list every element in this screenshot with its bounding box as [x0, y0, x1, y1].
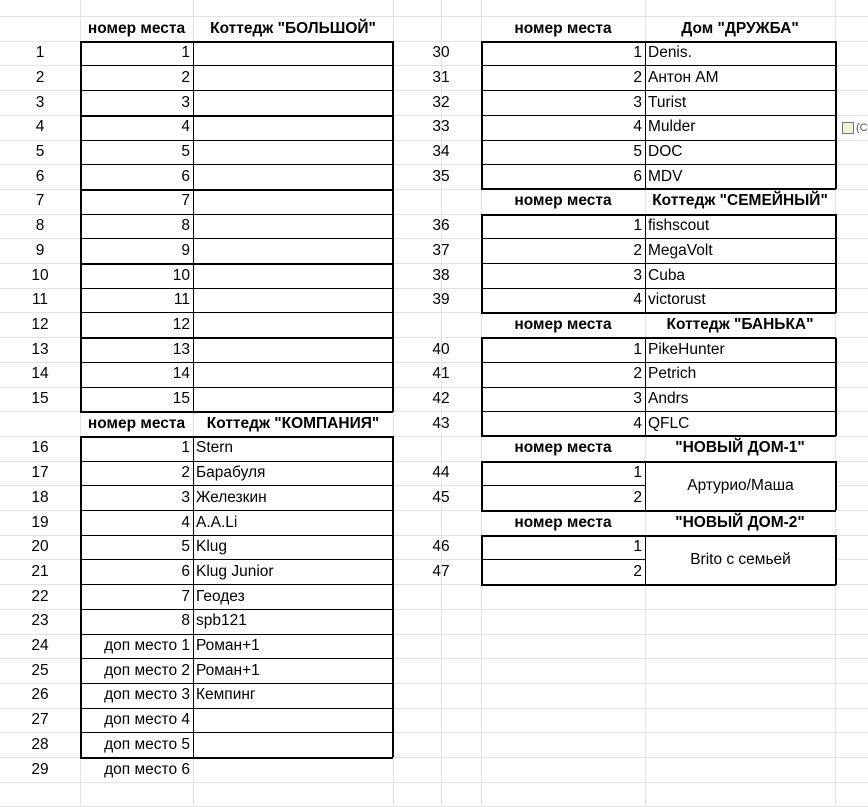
cell-border [481, 411, 836, 412]
cell-border [645, 461, 646, 510]
seat-number-cell[interactable]: 1 [633, 340, 642, 358]
seat-number-cell[interactable]: 10 [172, 266, 190, 284]
seat-number-cell[interactable]: 5 [633, 143, 642, 160]
cell-border [481, 238, 836, 239]
cell-border [80, 535, 393, 536]
cell-border [80, 238, 393, 239]
seat-number-cell[interactable]: 7 [181, 587, 190, 605]
cell-border [835, 535, 837, 584]
bolshoy-title-header: Коттедж "БОЛЬШОЙ" [210, 19, 376, 37]
row-number: 1 [35, 44, 45, 62]
guest-name-cell[interactable]: DOC [648, 143, 683, 160]
seat-number-cell[interactable]: 1 [633, 538, 642, 556]
guest-name-cell[interactable]: Turist [648, 93, 687, 111]
row-number: 29 [31, 760, 49, 778]
row-number: 3 [35, 93, 45, 111]
kompaniya-seat-header: номер места [87, 414, 186, 432]
seat-number-cell[interactable]: 4 [181, 118, 190, 136]
cell-border [80, 41, 82, 412]
cell-border [80, 732, 393, 733]
seat-number-cell[interactable]: 4 [633, 291, 642, 309]
novy2-seat-header: номер места [514, 513, 612, 531]
guest-name-cell[interactable] [193, 41, 393, 66]
row-number: 28 [31, 735, 49, 753]
seat-number-cell[interactable]: 5 [181, 538, 190, 556]
row-number: 6 [35, 167, 45, 185]
cell-border [481, 362, 836, 363]
seat-number-cell[interactable]: 3 [633, 266, 642, 284]
cell-border [80, 90, 393, 91]
seat-number-cell[interactable]: 1 [633, 217, 642, 235]
seat-number-cell[interactable]: 8 [181, 217, 190, 235]
cell-border [80, 757, 393, 759]
guest-name-cell[interactable]: spb121 [196, 612, 247, 630]
cell-border [80, 65, 393, 66]
seat-number-cell[interactable]: 8 [181, 612, 190, 630]
seat-number-cell[interactable]: доп место 1 [104, 637, 190, 654]
seat-number-cell[interactable]: 2 [633, 241, 642, 259]
cell-border [80, 708, 393, 709]
seat-number-cell[interactable]: 3 [181, 93, 190, 111]
guest-name-cell[interactable]: fishscout [648, 217, 710, 235]
cell-border [80, 584, 393, 585]
row-number: 35 [432, 167, 450, 185]
guest-name-cell[interactable]: victorust [648, 291, 706, 309]
guest-name-cell[interactable] [193, 387, 393, 412]
row-number: 34 [432, 143, 450, 160]
guest-name-cell[interactable]: Klug Junior [196, 562, 274, 580]
cell-border [481, 337, 836, 339]
guest-name-cell[interactable] [193, 264, 393, 289]
semeyny-seat-header: номер места [514, 192, 612, 210]
semeyny-title-header: Коттедж "СЕМЕЙНЫЙ" [652, 192, 828, 210]
seat-number-cell[interactable]: 3 [633, 93, 642, 111]
seat-number-cell[interactable]: доп место 2 [104, 661, 190, 679]
row-number: 40 [432, 340, 450, 358]
guest-name-cell[interactable]: Stern [196, 439, 234, 457]
cell-border [481, 65, 836, 66]
guest-name-cell[interactable]: Mulder [648, 118, 696, 136]
cell-border [80, 634, 393, 635]
clipboard-icon [842, 122, 854, 134]
guest-name-cell[interactable] [193, 758, 393, 783]
novy2-title-header: "НОВЫЙ ДОМ-2" [675, 513, 805, 531]
cell-border [80, 683, 393, 684]
seat-number-cell[interactable]: 2 [633, 562, 642, 580]
cell-border [392, 41, 394, 412]
cell-border [80, 115, 393, 117]
seat-number-cell[interactable]: 4 [181, 513, 190, 531]
seat-number-cell[interactable]: 9 [181, 241, 190, 259]
row-number: 37 [432, 241, 450, 259]
guest-name-cell[interactable] [193, 66, 393, 91]
seat-number-cell[interactable]: доп место 5 [104, 735, 190, 753]
cell-border [80, 41, 393, 43]
cell-border [80, 436, 393, 438]
cell-border [481, 90, 836, 91]
row-number: 43 [432, 414, 450, 432]
row-number: 13 [31, 340, 49, 358]
cell-border [80, 362, 393, 363]
guest-name-cell[interactable]: Petrich [648, 365, 697, 383]
row-number: 32 [432, 93, 450, 111]
row-number: 11 [31, 291, 49, 309]
row-number: 12 [31, 315, 49, 333]
cell-border [481, 387, 836, 388]
seat-number-cell[interactable]: 3 [181, 488, 190, 506]
guest-name-cell[interactable] [193, 165, 393, 190]
row-number: 42 [432, 390, 450, 407]
merged-guest-name-cell[interactable]: Brito с семьей [646, 535, 835, 584]
cell-border [80, 337, 393, 339]
cell-border [481, 214, 836, 216]
cell-border [80, 288, 393, 289]
row-number: 30 [432, 44, 450, 62]
cell-border [481, 263, 836, 264]
seat-number-cell[interactable]: 11 [173, 291, 190, 309]
row-number: 14 [31, 365, 49, 383]
cell-border [80, 609, 393, 610]
guest-name-cell[interactable]: Klug [196, 538, 228, 556]
cell-border [481, 41, 836, 43]
cell-border [80, 164, 393, 165]
bolshoy-seat-header: номер места [87, 19, 186, 37]
guest-name-cell[interactable] [193, 338, 393, 363]
cell-border [193, 41, 194, 412]
cell-border [80, 189, 393, 191]
paste-options-button[interactable] [842, 121, 868, 135]
row-number: 23 [31, 612, 49, 630]
cell-border [481, 164, 836, 165]
seat-number-cell[interactable]: 15 [172, 390, 190, 407]
seat-number-cell[interactable]: доп место 4 [104, 711, 190, 729]
cell-border [481, 559, 645, 560]
row-number: 4 [35, 118, 45, 136]
guest-name-cell[interactable] [193, 189, 393, 214]
guest-name-cell[interactable]: Кемпинг [196, 686, 256, 704]
row-number: 2 [35, 68, 45, 86]
cell-border [481, 461, 836, 463]
guest-name-cell[interactable]: Железкин [196, 488, 267, 506]
cell-border [481, 535, 836, 537]
guest-name-cell[interactable] [193, 288, 393, 313]
cell-border [80, 312, 393, 313]
guest-name-cell[interactable]: A.A.Li [196, 513, 238, 531]
seat-number-cell[interactable]: 6 [633, 167, 642, 185]
row-number: 22 [31, 587, 49, 605]
cell-border [80, 263, 393, 265]
seat-number-cell[interactable]: 1 [181, 439, 190, 457]
guest-name-cell[interactable]: Антон АМ [648, 68, 719, 86]
cell-border [80, 510, 393, 511]
row-number: 5 [35, 143, 45, 160]
guest-name-cell[interactable]: QFLC [648, 414, 690, 432]
seat-number-cell[interactable]: 6 [181, 562, 190, 580]
seat-number-cell[interactable]: 14 [172, 365, 190, 383]
seat-number-cell[interactable]: 3 [633, 390, 642, 407]
row-number: 16 [31, 439, 49, 457]
row-number: 45 [432, 488, 450, 506]
row-number: 15 [31, 390, 49, 407]
guest-name-cell[interactable]: Роман+1 [196, 637, 260, 654]
row-number: 27 [31, 711, 49, 729]
row-number: 8 [35, 217, 45, 235]
guest-name-cell[interactable]: MDV [648, 167, 683, 185]
row-number: 25 [31, 661, 49, 679]
guest-name-cell[interactable] [193, 239, 393, 264]
guest-name-cell[interactable] [193, 91, 393, 116]
row-number: 10 [31, 266, 49, 284]
seat-number-cell[interactable]: 2 [633, 488, 642, 506]
guest-name-cell[interactable]: Denis. [648, 44, 692, 62]
druzhba-seat-header: номер места [514, 19, 612, 37]
row-number: 19 [31, 513, 49, 531]
paste-options-label: (C [856, 122, 868, 134]
cell-border [481, 584, 836, 586]
cell-border [80, 140, 393, 141]
row-number: 38 [432, 266, 450, 284]
cell-border [835, 461, 837, 510]
guest-name-cell[interactable] [193, 733, 393, 758]
cell-border [645, 535, 646, 584]
guest-name-cell[interactable]: Барабуля [196, 464, 266, 482]
guest-name-cell[interactable]: Роман+1 [196, 661, 260, 679]
row-number: 21 [31, 562, 49, 580]
row-number: 47 [432, 562, 450, 580]
row-number: 7 [35, 192, 45, 210]
cell-border [481, 140, 836, 141]
banka-seat-header: номер места [514, 315, 612, 333]
guest-name-cell[interactable] [193, 313, 393, 338]
cell-border [80, 387, 393, 388]
druzhba-title-header: Дом "ДРУЖБА" [681, 19, 799, 37]
row-number: 33 [432, 118, 450, 136]
guest-name-cell[interactable] [193, 140, 393, 165]
seat-number-cell[interactable]: 13 [172, 340, 190, 358]
seat-number-cell[interactable]: доп место 6 [104, 760, 190, 778]
row-number: 20 [31, 538, 49, 556]
row-number: 46 [432, 538, 450, 556]
row-number: 26 [31, 686, 49, 704]
row-number: 9 [35, 241, 45, 259]
seat-number-cell[interactable]: доп место 3 [104, 686, 190, 704]
seat-number-cell[interactable]: 7 [181, 192, 190, 210]
guest-name-cell[interactable]: Andrs [648, 390, 689, 407]
seat-number-cell[interactable]: 5 [181, 143, 190, 160]
row-number: 39 [432, 291, 450, 309]
guest-name-cell[interactable]: Геодез [196, 587, 245, 605]
seat-number-cell[interactable]: 2 [633, 365, 642, 383]
seat-number-cell[interactable]: 2 [181, 464, 190, 482]
cell-border [481, 288, 836, 289]
novy1-title-header: "НОВЫЙ ДОМ-1" [675, 439, 805, 457]
cell-border [80, 214, 393, 215]
cell-border [80, 461, 393, 462]
banka-title-header: Коттедж "БАНЬКА" [666, 315, 814, 333]
row-number: 36 [432, 217, 450, 235]
guest-name-cell[interactable] [193, 362, 393, 387]
row-number: 18 [31, 488, 49, 506]
seat-number-cell[interactable]: 4 [633, 118, 642, 136]
seat-number-cell[interactable]: 1 [181, 44, 190, 62]
cell-border [481, 115, 836, 116]
guest-name-cell[interactable]: PikeHunter [648, 340, 725, 358]
seat-number-cell[interactable]: 2 [181, 68, 190, 86]
seat-number-cell[interactable]: 1 [633, 44, 642, 62]
guest-name-cell[interactable]: Cuba [648, 266, 686, 284]
kompaniya-title-header: Коттедж "КОМПАНИЯ" [206, 414, 380, 432]
cell-border [80, 559, 393, 560]
merged-guest-name-cell[interactable]: Артурио/Маша [646, 461, 835, 510]
guest-name-cell[interactable] [193, 115, 393, 140]
row-number: 44 [432, 464, 450, 482]
cell-border [80, 411, 393, 413]
seat-number-cell[interactable]: 1 [633, 464, 642, 482]
row-number: 41 [432, 365, 450, 383]
seat-number-cell[interactable]: 2 [633, 68, 642, 86]
guest-name-cell[interactable] [193, 708, 393, 733]
row-number: 24 [31, 637, 49, 654]
cell-border [80, 485, 393, 486]
seat-number-cell[interactable]: 4 [633, 414, 642, 432]
cell-border [80, 658, 393, 659]
guest-name-cell[interactable]: MegaVolt [648, 241, 713, 259]
guest-name-cell[interactable] [193, 214, 393, 239]
novy1-seat-header: номер места [514, 439, 612, 457]
row-number: 31 [432, 68, 450, 86]
seat-number-cell[interactable]: 6 [181, 167, 190, 185]
seat-number-cell[interactable]: 12 [172, 315, 190, 333]
row-number: 17 [31, 464, 49, 482]
cell-border [481, 485, 645, 486]
